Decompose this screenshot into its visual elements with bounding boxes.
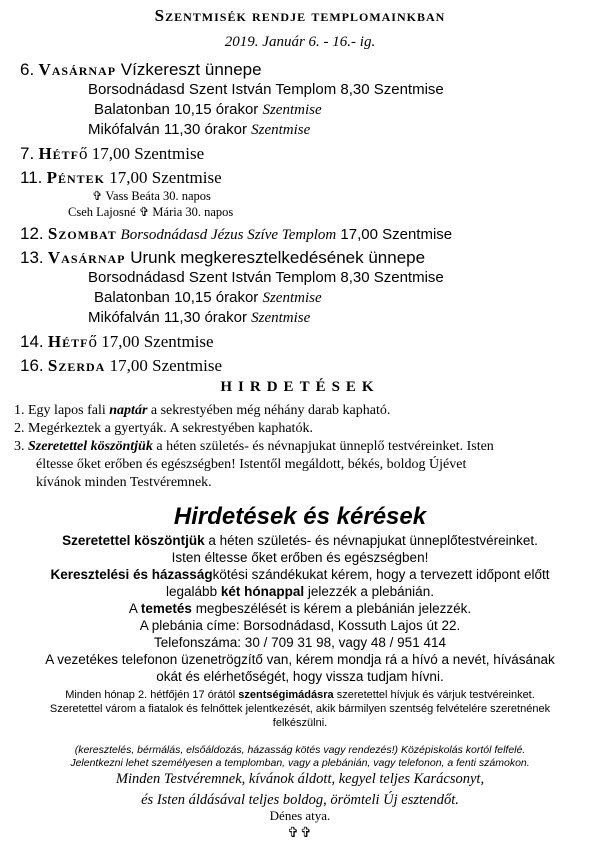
requests-main-text [0, 532, 600, 685]
schedule-text: Borsodnádasd Szent István Templom 8,30 Szentmise [88, 269, 444, 286]
text-line [0, 688, 600, 702]
cross-icon: ✞✞ [287, 826, 313, 841]
announcements-heading: HIRDETÉSEK [220, 379, 380, 395]
bold-text: két hónappal [220, 584, 305, 599]
bold-text: Keresztelési és házasság [50, 567, 213, 582]
day-place: Borsodnádasd Jézus Szíve Templom [116, 227, 337, 243]
schedule-line [20, 80, 590, 100]
phone-line: Telefonszáma: 30 / 709 31 98, vagy 48 / 951 414 [154, 635, 446, 650]
day-13 [20, 248, 590, 268]
intention-line: ✞ Vass Beáta 30. napos [92, 189, 211, 203]
schedule-line [20, 268, 590, 288]
list-item: 2. Megérkeztek a gyertyák. A sekrestyében kaphatók. [14, 421, 313, 436]
day-name: Hétf [38, 144, 79, 163]
plain-text: legalább [166, 584, 221, 599]
text-line: Szeretettel várom a fiatalok és felnőttek jelentkezését, akik bármilyen szentség felvételére szeretnének [49, 703, 551, 715]
schedule-italic: Szentmise [262, 102, 322, 118]
schedule-line [20, 288, 590, 308]
page-title: Szentmisék rendje templomainkban [154, 6, 446, 25]
schedule-text: Mikófalván 11,30 órakor [88, 309, 252, 326]
plain-text: Minden hónap 2. hétfőjén 17 órától [65, 689, 239, 701]
day-number: 7. [20, 144, 35, 163]
address-line: A plebánia címe: Borsodnádasd, Kossuth Lajos út 22. [139, 618, 461, 633]
bold-text: szentségimádásra [238, 689, 334, 701]
day-16 [20, 356, 590, 376]
day-name: Vasárnap [47, 248, 126, 267]
day-description: ő 17,00 Szentmise [79, 144, 205, 163]
schedule-text: Borsodnádasd Szent István Templom 8,30 Szentmise [88, 81, 444, 98]
day-name: Szombat [47, 224, 117, 243]
day-number: 13. [20, 248, 44, 267]
list-item [14, 438, 584, 456]
day-12 [20, 224, 590, 245]
bold-text: temetés [140, 601, 192, 616]
list-item-continuation: éltesse őket erőben és egészségben! Istentől megáldott, békés, boldog Újévet [36, 457, 467, 472]
day-6 [20, 60, 590, 80]
day-description: Urunk megkeresztelkedésének ünnepe [125, 248, 426, 267]
mass-schedule [20, 60, 590, 376]
day-14 [20, 332, 590, 352]
schedule-italic: Szentmise [251, 122, 311, 138]
day-name: Hétf [47, 332, 89, 351]
text-line [0, 566, 600, 583]
list-item [14, 402, 584, 420]
schedule-line [20, 120, 590, 140]
text-line: A vezetékes telefonon üzenetrögzítő van, kérem mondja rá a hívó a nevét, hívásának [45, 652, 555, 667]
requests-italic-text [0, 744, 600, 770]
signature: Dénes atya. [269, 808, 331, 823]
text-line: Jelentkezni lehet személyesen a templomban, vagy a plebánián, vagy telefonon, a fenti számokon. [70, 757, 530, 769]
day-name: Péntek [46, 168, 106, 187]
text-line [0, 532, 600, 549]
item-text: a sekrestyében még néhány darab kapható. [147, 403, 391, 418]
day-number: 11. [20, 168, 43, 187]
day-number: 14. [20, 332, 44, 351]
schedule-text: Balatonban 10,15 órakor [94, 101, 263, 118]
schedule-text: Mikófalván 11,30 órakor [88, 121, 252, 138]
intention-line: Cseh Lajosné ✞ Mária 30. napos [68, 205, 234, 219]
day-name: Vasárnap [38, 60, 117, 79]
requests-small-text [0, 688, 600, 730]
text-line: (keresztelés, bérmálás, elsőáldozás, házasság kötés vagy rendezés!) Középiskolás kortól felfelé. [74, 744, 526, 756]
item-text: 3. [14, 439, 28, 454]
closing-greeting [0, 769, 600, 811]
requests-heading: Hirdetések és kérések [173, 503, 427, 530]
item-text: 1. Egy lapos fali [14, 403, 110, 418]
day-number: 16. [20, 356, 44, 375]
day-description: ő 17,00 Szentmise [88, 332, 214, 351]
bold-text: Szeretettel köszöntjük [62, 533, 205, 548]
text-line [0, 600, 600, 617]
item-text: a héten születés- és névnapjukat ünneplő testvéreinket. Isten [152, 439, 494, 454]
text-line [0, 583, 600, 600]
plain-text: kötési szándékukat kérem, hogy a tervezett időpont előtt [212, 567, 550, 582]
announcements-list [14, 402, 584, 492]
plain-text: megbeszélését is kérem a plebánián jelezzék. [191, 601, 472, 616]
schedule-text: Balatonban 10,15 órakor [94, 289, 263, 306]
item-emphasis: naptár [109, 403, 148, 418]
schedule-line [20, 308, 590, 328]
text-line: okát és elérhetőségét, hogy vissza tudjam hívni. [156, 669, 444, 684]
schedule-italic: Szentmise [262, 290, 322, 306]
day-number: 6. [20, 60, 35, 79]
plain-text: jelezzék a plebánián. [304, 584, 434, 599]
day-name: Szerda [47, 356, 106, 375]
plain-text: A [128, 601, 141, 616]
date-range: 2019. Január 6. - 16.- ig. [224, 34, 376, 50]
plain-text: szeretettel hívjuk és várjuk testvéreinket. [333, 689, 535, 701]
text-line: felkészülni. [272, 717, 328, 729]
day-description: 17,00 Szentmise [105, 168, 222, 187]
greeting-line: Minden Testvéremnek, kívánok áldott, kegyel teljes Karácsonyt, [115, 771, 485, 787]
schedule-line [20, 100, 590, 120]
schedule-italic: Szentmise [251, 310, 311, 326]
day-11 [20, 168, 590, 188]
text-line: Isten éltesse őket erőben és egészségben! [171, 550, 429, 565]
plain-text: a héten születés- és névnapjukat ünneplőtestvéreinket. [204, 533, 538, 548]
day-description: 17,00 Szentmise [336, 226, 453, 243]
day-description: 17,00 Szentmise [105, 356, 222, 375]
list-item-continuation: kívánok minden Testvéremnek. [36, 475, 212, 490]
day-7 [20, 144, 590, 164]
day-number: 12. [20, 224, 44, 243]
item-emphasis: Szeretettel köszöntjük [28, 439, 153, 454]
day-description: Vízkereszt ünnepe [116, 60, 262, 79]
greeting-line: és Isten áldásával teljes boldog, örömteli Új esztendőt. [141, 792, 459, 808]
